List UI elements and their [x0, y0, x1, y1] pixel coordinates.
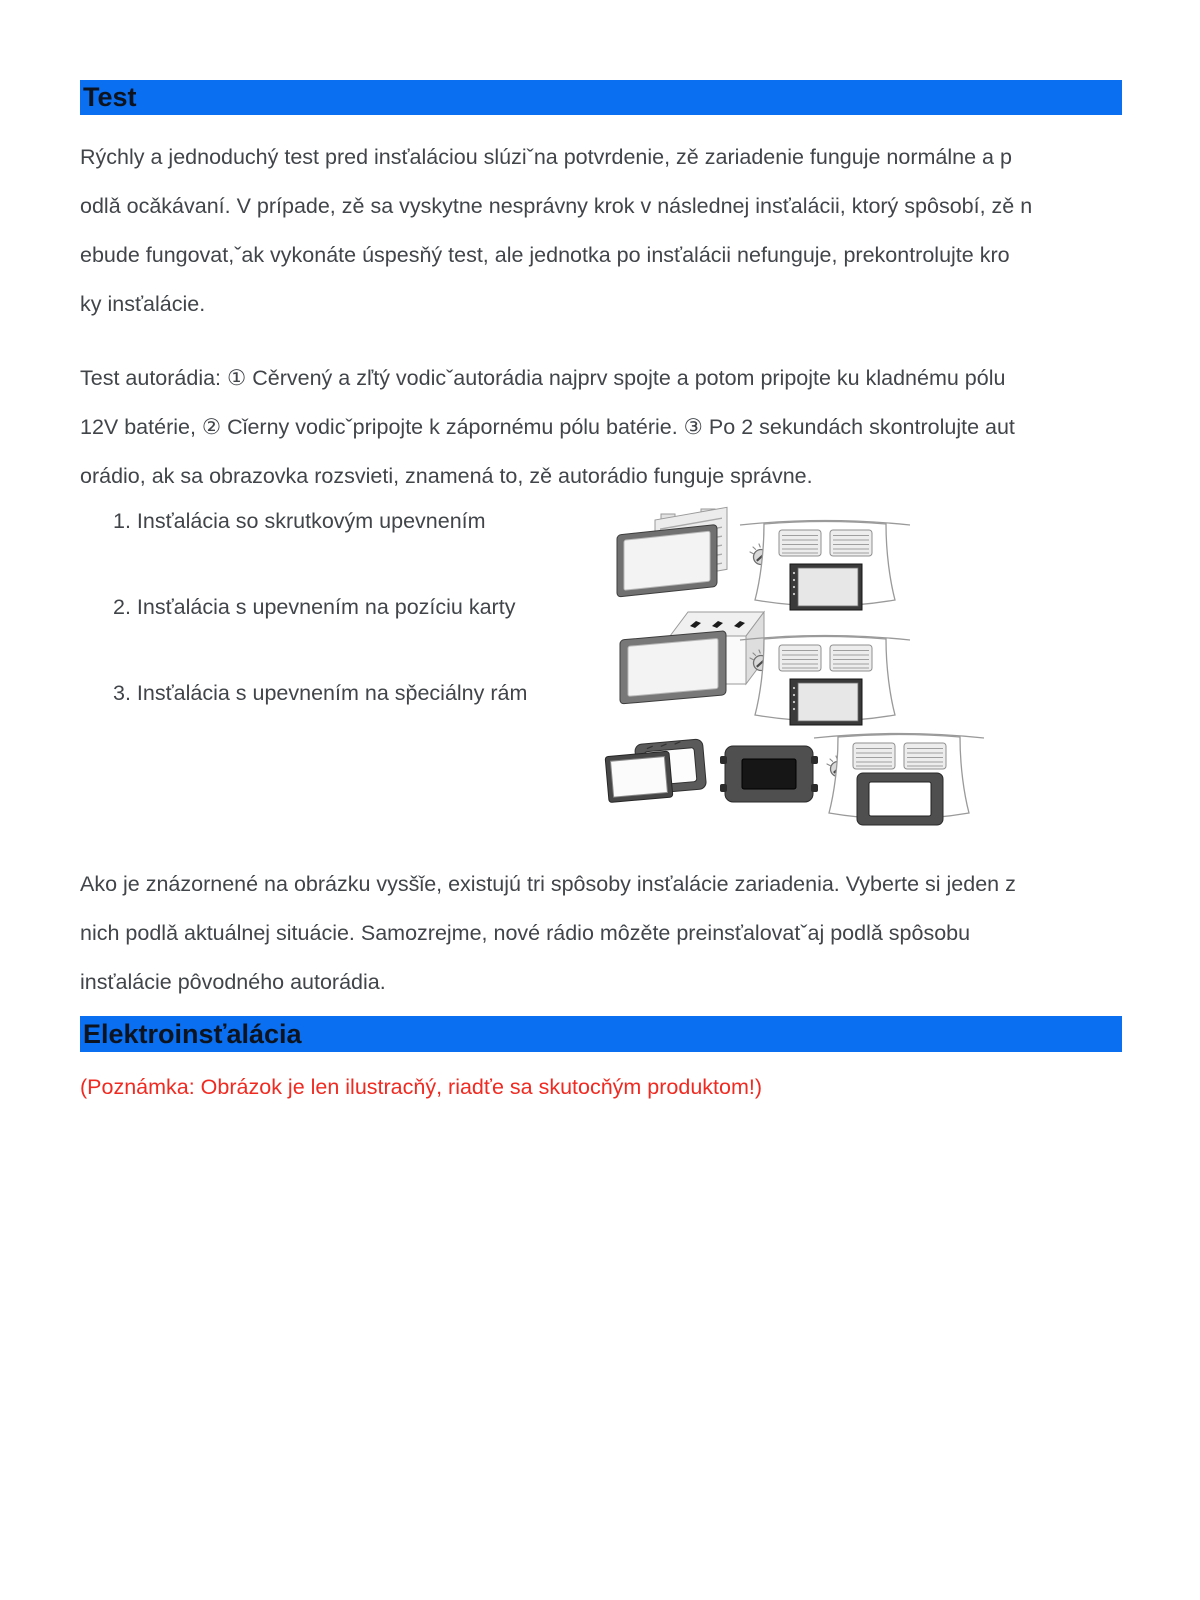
list-item-special-frame-mount: 3. Insťalácia s upevnením na sp̌eciálny rám — [113, 681, 528, 705]
text-line: orádio, ak sa obrazovka rozsvieti, znamená to, zě autorádio funguje správne. — [80, 464, 813, 488]
text-line: nich podlǎ aktuálnej situácie. Samozrejme, nové rádio môzěte preinsťalovatˇaj podlǎ spôsobu — [80, 921, 971, 945]
figure-row-card-position-mount — [620, 612, 910, 725]
figure-row-screw-mount — [617, 507, 910, 610]
section-header-wiring — [80, 1016, 1122, 1052]
text-line: odlǎ ocǎkávaní. V prípade, zě sa vyskytne nesprávny krok v následnej insťalácii, ktorý spôsobí, zě n — [80, 194, 1033, 218]
dashboard-illustration — [740, 521, 910, 611]
text-line: 12V batérie, ② Cǐerny vodicˇpripojte k zápornému pólu batérie. ③ Po 2 sekundách skontrolujte aut — [80, 415, 1015, 439]
paragraph-radio-test-steps — [80, 354, 1150, 501]
illustration-note: (Poznámka: Obrázok je len ilustracňý, riadťe sa skutocňým produktom!) — [80, 1075, 763, 1099]
list-item-card-position-mount: 2. Insťalácia s upevnením na pozíciu karty — [113, 595, 516, 619]
section-title: Test — [83, 82, 137, 112]
dashboard-illustration — [740, 636, 910, 726]
text-line: insťalácie pôvodného autorádia. — [80, 970, 386, 994]
text-line: Rýchly a jednoduchý test pred insťaláciou slúziˇna potvrdenie, zě zariadenie funguje normálne a p — [80, 145, 1012, 169]
installation-figures — [560, 490, 1010, 840]
screen-with-frame-illustration — [605, 739, 706, 803]
list-item-screw-mount: 1. Insťalácia so skrutkovým upevnením — [113, 509, 486, 533]
dashboard-illustration — [814, 734, 984, 826]
special-frame-illustration — [720, 746, 818, 802]
text-line: ky insťalácie. — [80, 292, 206, 316]
car-radio-illustration — [617, 524, 717, 597]
section-header-test — [80, 80, 1122, 115]
paragraph-summary — [80, 860, 1150, 1007]
paragraph-intro — [80, 133, 1150, 329]
text-line: Ako je znázornené na obrázku vysšǐe, existujú tri spôsoby insťalácie zariadenia. Vyberte si jeden z — [80, 872, 1016, 896]
car-radio-illustration — [620, 631, 726, 704]
section-title: Elektroinsťalácia — [83, 1018, 302, 1049]
text-line: Test autorádia: ① Cěrvený a zľtý vodicˇautorádia najprv spojte a potom pripojte ku kladnému pólu — [80, 366, 1006, 390]
figure-row-special-frame-mount — [605, 734, 984, 826]
text-line: ebude fungovat,ˇak vykonáte úspesňý test, ale jednotka po insťalácii nefunguje, prekontrolujte kro — [80, 243, 1010, 267]
